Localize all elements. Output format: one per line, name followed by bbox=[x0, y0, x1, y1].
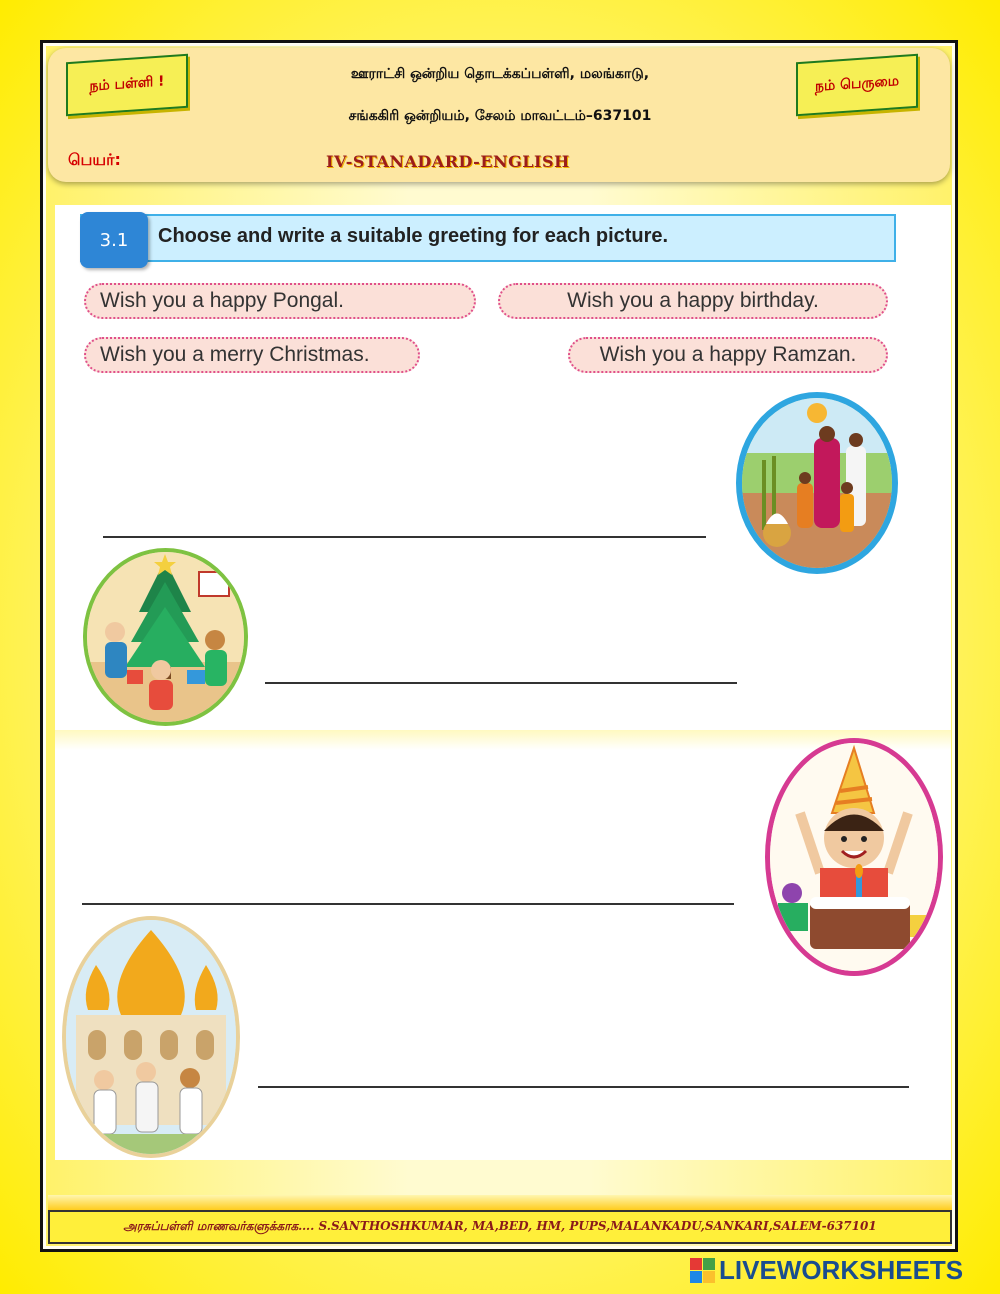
content-divider bbox=[55, 730, 951, 750]
task-instruction: Choose and write a suitable greeting for each picture. bbox=[158, 225, 669, 247]
school-address: சங்ககிரி ஒன்றியம், சேலம் மாவட்டம்–637101 bbox=[348, 108, 652, 124]
birthday-illustration bbox=[770, 743, 938, 971]
greeting-option-christmas[interactable]: Wish you a merry Christmas. bbox=[84, 337, 420, 373]
pongal-illustration bbox=[742, 398, 892, 568]
answer-line-christmas[interactable] bbox=[265, 682, 737, 684]
ramzan-illustration bbox=[66, 920, 236, 1154]
school-name: ஊராட்சி ஒன்றிய தொடக்கப்பள்ளி, மலங்காடு, bbox=[350, 66, 650, 82]
answer-line-ramzan[interactable] bbox=[258, 1086, 909, 1088]
greeting-option-birthday[interactable]: Wish you a happy birthday. bbox=[498, 283, 888, 319]
pongal-picture bbox=[736, 392, 898, 574]
answer-line-birthday[interactable] bbox=[82, 903, 734, 905]
greeting-option-pongal[interactable]: Wish you a happy Pongal. bbox=[84, 283, 476, 319]
ramzan-picture bbox=[62, 916, 240, 1158]
christmas-picture bbox=[83, 548, 248, 726]
liveworksheets-logo[interactable] bbox=[690, 1256, 963, 1284]
answer-line-pongal[interactable] bbox=[103, 536, 706, 538]
liveworksheets-icon bbox=[690, 1258, 715, 1283]
task-number-badge: 3.1 bbox=[80, 212, 148, 268]
greeting-option-ramzan[interactable]: Wish you a happy Ramzan. bbox=[568, 337, 888, 373]
name-label: பெயர்: bbox=[68, 150, 121, 169]
birthday-picture bbox=[765, 738, 943, 976]
christmas-illustration bbox=[87, 552, 244, 722]
footer-credit: அரசுப்பள்ளி மாணவர்களுக்காக…. S.SANTHOSHKUMAR, MA,BED, HM, PUPS,MALANKADU,SANKARI,SALEM-637101 bbox=[48, 1210, 952, 1244]
liveworksheets-brand: LIVEWORKSHEETS bbox=[719, 1254, 964, 1285]
flag-banner-right: நம் பெருமை bbox=[796, 54, 918, 117]
flag-banner-left: நம் பள்ளி ! bbox=[66, 54, 188, 117]
class-label: IV-STANADARD-ENGLISH bbox=[326, 152, 570, 171]
